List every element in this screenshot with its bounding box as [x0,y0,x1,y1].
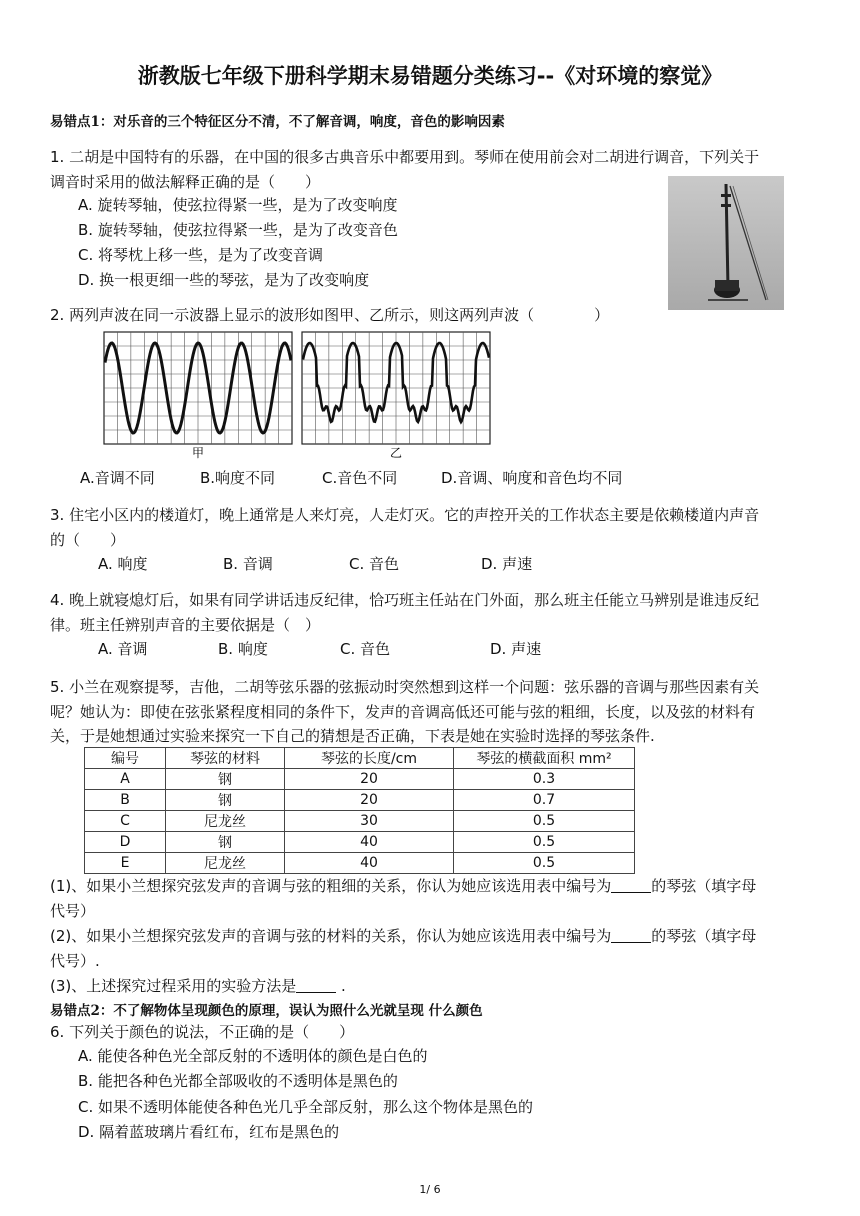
question-1-option-a: A. 旋转琴轴，使弦拉得紧一些，是为了改变响度 [78,196,398,214]
table-header-cell: 编号 [85,748,166,769]
table-row [85,853,635,874]
question-5-sub-1-text-a: (1)、如果小兰想探究弦发声的音调与弦的粗细的关系，你认为她应该选用表中编号为 [50,877,612,895]
table-header-cell: 琴弦的横截面积 mm² [454,748,635,769]
question-3-line-1: 3. 住宅小区内的楼道灯，晚上通常是人来灯亮，人走灯灭。它的声控开关的工作状态主要是依赖楼道内声音 [50,506,760,524]
question-4-line-2: 律。班主任辨别声音的主要依据是（ ） [50,616,321,634]
question-5-sub-1-text-b: 的琴弦（填字母 [651,877,757,895]
question-2-option-a: A.音调不同 [80,469,155,487]
string-conditions-table [84,747,635,874]
table-cell: A [85,769,166,790]
question-1-line-1: 1. 二胡是中国特有的乐器，在中国的很多古典音乐中都要用到。琴师在使用前会对二胡进行调音，下列关于 [50,148,760,166]
question-4-option-d: D. 声速 [490,640,542,658]
table-header-cell: 琴弦的材料 [166,748,285,769]
table-row [85,832,635,853]
question-3-line-2: 的（ ） [50,531,126,549]
waveform-yi [302,332,490,444]
answer-blank-1[interactable] [611,876,651,893]
table-cell: 0.3 [454,769,635,790]
section-heading-1: 易错点1：对乐音的三个特征区分不清，不了解音调，响度，音色的影响因素 [50,114,505,130]
table-cell: 30 [285,811,454,832]
page-number: 1/ 6 [419,1183,441,1196]
table-header-row [85,748,635,769]
question-5-sub-2 [50,924,756,949]
table-cell: B [85,790,166,811]
question-5-sub-3-text-b: . [336,977,346,995]
question-2-option-b: B.响度不同 [200,469,276,487]
question-3-option-c: C. 音色 [349,555,400,573]
question-5-sub-2-text-a: (2)、如果小兰想探究弦发声的音调与弦的材料的关系，你认为她应该选用表中编号为 [50,927,612,945]
table-cell: 钢 [166,832,285,853]
question-5-sub-2-cont: 代号）. [50,952,100,970]
table-cell: 20 [285,769,454,790]
table-row [85,769,635,790]
question-5-sub-3 [50,974,346,999]
question-2-option-c: C.音色不同 [322,469,398,487]
question-2-line-1: 2. 两列声波在同一示波器上显示的波形如图甲、乙所示，则这两列声波（ ） [50,306,610,324]
question-1-line-2: 调音时采用的做法解释正确的是（ ） [50,173,321,191]
table-cell: C [85,811,166,832]
question-3-option-a: A. 响度 [98,555,148,573]
waveform-jia [104,332,292,444]
table-cell: 尼龙丝 [166,853,285,874]
table-row [85,811,635,832]
question-1-option-b: B. 旋转琴轴，使弦拉得紧一些，是为了改变音色 [78,221,398,239]
question-4-option-c: C. 音色 [340,640,391,658]
question-6-option-b: B. 能把各种色光都全部吸收的不透明体是黑色的 [78,1072,398,1090]
page-title: 浙教版七年级下册科学期末易错题分类练习--《对环境的察觉》 [137,64,723,88]
answer-blank-2[interactable] [611,926,651,943]
question-5-line-3: 关，于是她想通过实验来探究一下自己的猜想是否正确，下表是她在实验时选择的琴弦条件. [50,727,655,745]
section-heading-2: 易错点2：不了解物体呈现颜色的原理，误认为照什么光就呈现 什么颜色 [50,1003,483,1019]
table-cell: E [85,853,166,874]
table-cell: 0.5 [454,832,635,853]
table-header-cell: 琴弦的长度/cm [285,748,454,769]
question-4-option-a: A. 音调 [98,640,148,658]
table-row [85,790,635,811]
question-3-option-d: D. 声速 [481,555,533,573]
question-5-line-1: 5. 小兰在观察提琴，吉他，二胡等弦乐器的弦振动时突然想到这样一个问题：弦乐器的音调与那些因素有关 [50,678,760,696]
label-yi: 乙 [389,446,403,460]
table-cell: 20 [285,790,454,811]
table-cell: 钢 [166,790,285,811]
question-5-sub-1 [50,874,756,899]
label-jia: 甲 [191,446,205,460]
question-1-option-d: D. 换一根更细一些的琴弦，是为了改变响度 [78,271,370,289]
table-cell: 40 [285,853,454,874]
answer-blank-3[interactable] [296,976,336,993]
question-5-sub-3-text-a: (3)、上述探究过程采用的实验方法是 [50,977,297,995]
question-3-option-b: B. 音调 [223,555,273,573]
question-6-option-c: C. 如果不透明体能使各种色光几乎全部反射，那么这个物体是黑色的 [78,1098,534,1116]
question-2-option-d: D.音调、响度和音色均不同 [441,469,623,487]
question-1-option-c: C. 将琴枕上移一些，是为了改变音调 [78,246,324,264]
question-5-line-2: 呢？她认为：即使在弦张紧程度相同的条件下，发声的音调高低还可能与弦的粗细，长度，以及弦的材料有 [50,703,756,721]
question-4-option-b: B. 响度 [218,640,268,658]
question-6-option-d: D. 隔着蓝玻璃片看红布，红布是黑色的 [78,1123,340,1141]
table-cell: 40 [285,832,454,853]
table-cell: 0.5 [454,811,635,832]
question-4-line-1: 4. 晚上就寝熄灯后，如果有同学讲话违反纪律，恰巧班主任站在门外面，那么班主任能立马辨别是谁违反纪 [50,591,760,609]
table-cell: 尼龙丝 [166,811,285,832]
erhu-photo [668,176,784,310]
question-6-option-a: A. 能使各种色光全部反射的不透明体的颜色是白色的 [78,1047,428,1065]
oscilloscope-waveforms [103,331,491,461]
table-cell: 0.7 [454,790,635,811]
question-6-line-1: 6. 下列关于颜色的说法，不正确的是（ ） [50,1023,355,1041]
question-5-sub-2-text-b: 的琴弦（填字母 [651,927,757,945]
table-cell: 钢 [166,769,285,790]
question-5-sub-1-cont: 代号） [50,902,96,920]
table-cell: 0.5 [454,853,635,874]
table-cell: D [85,832,166,853]
